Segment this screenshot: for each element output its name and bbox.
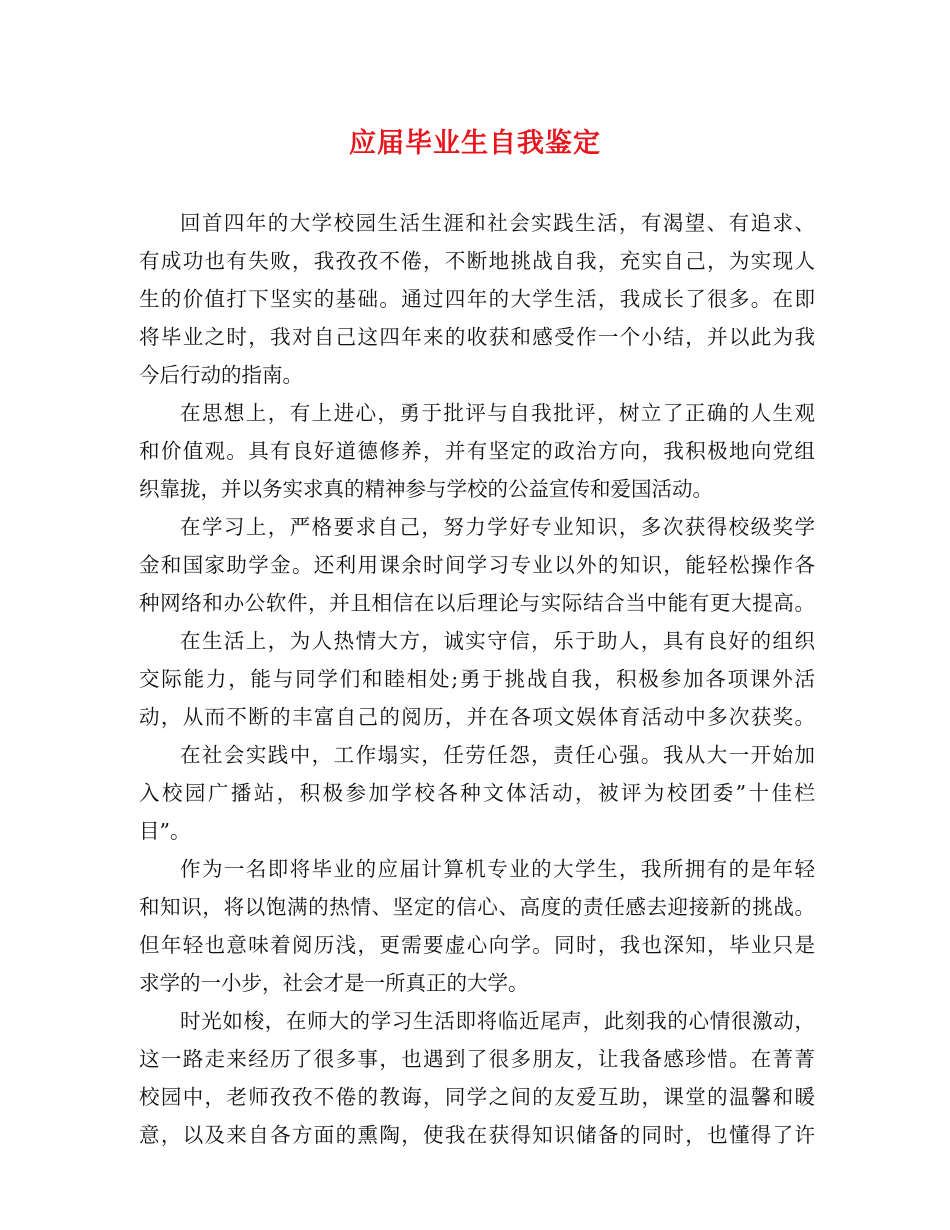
paragraph-5-line-1: 在社会实践中，工作塌实，任劳任怨，责任心强。我从大一开始加 [180,743,815,767]
document-title: 应届毕业生自我鉴定 [349,128,601,159]
paragraph-6-line-4: 求学的一小步，社会才是一所真正的大学。 [139,971,529,995]
paragraph-3-line-3: 种网络和办公软件，并且相信在以后理论与实际结合当中能有更大提高。 [139,591,815,615]
document-body [139,204,815,1154]
paragraph-4-line-1: 在生活上，为人热情大方，诚实守信，乐于助人，具有良好的组织 [180,629,815,653]
paragraph-1-line-5: 今后行动的指南。 [139,363,303,387]
paragraph-1-line-4: 将毕业之时，我对自己这四年来的收获和感受作一个小结，并以此为我 [139,325,815,349]
paragraph-2-line-2: 和价值观。具有良好道德修养，并有坚定的政治方向，我积极地向党组 [139,439,815,463]
paragraph-5-line-2: 入校园广播站，积极参加学校各种文体活动，被评为校团委”十佳栏 [139,781,815,805]
paragraph-7-line-4: 意，以及来自各方面的熏陶，使我在获得知识储备的同时，也懂得了许 [139,1123,815,1147]
paragraph-1-line-2: 有成功也有失败，我孜孜不倦，不断地挑战自我，充实自己，为实现人 [139,249,815,273]
paragraph-1-line-1: 回首四年的大学校园生活生涯和社会实践生活，有渴望、有追求、 [180,211,815,235]
paragraph-6-line-3: 但年轻也意味着阅历浅，更需要虚心向学。同时，我也深知，毕业只是 [139,933,815,957]
paragraph-2-line-1: 在思想上，有上进心，勇于批评与自我批评，树立了正确的人生观 [180,401,815,425]
paragraph-5-line-3: 目”。 [139,819,191,843]
paragraph-3-line-2: 金和国家助学金。还利用课余时间学习专业以外的知识，能轻松操作各 [139,553,815,577]
paragraph-1-line-3: 生的价值打下坚实的基础。通过四年的大学生活，我成长了很多。在即 [139,287,815,311]
paragraph-7-line-3: 校园中，老师孜孜不倦的教诲，同学之间的友爱互助，课堂的温馨和暖 [139,1085,815,1109]
paragraph-7-line-2: 这一路走来经历了很多事，也遇到了很多朋友，让我备感珍惜。在菁菁 [139,1047,815,1071]
paragraph-2-line-3: 织靠拢，并以务实求真的精神参与学校的公益宣传和爱国活动。 [139,477,713,501]
paragraph-6-line-1: 作为一名即将毕业的应届计算机专业的大学生，我所拥有的是年轻 [180,857,815,881]
paragraph-4-line-3: 动，从而不断的丰富自己的阅历，并在各项文娱体育活动中多次获奖。 [139,705,815,729]
paragraph-3-line-1: 在学习上，严格要求自己，努力学好专业知识，多次获得校级奖学 [180,515,815,539]
paragraph-6-line-2: 和知识，将以饱满的热情、坚定的信心、高度的责任感去迎接新的挑战。 [139,895,815,919]
paragraph-7-line-1: 时光如梭，在师大的学习生活即将临近尾声，此刻我的心情很激动， [180,1009,815,1033]
paragraph-4-line-2: 交际能力，能与同学们和睦相处;勇于挑战自我，积极参加各项课外活 [139,667,815,691]
